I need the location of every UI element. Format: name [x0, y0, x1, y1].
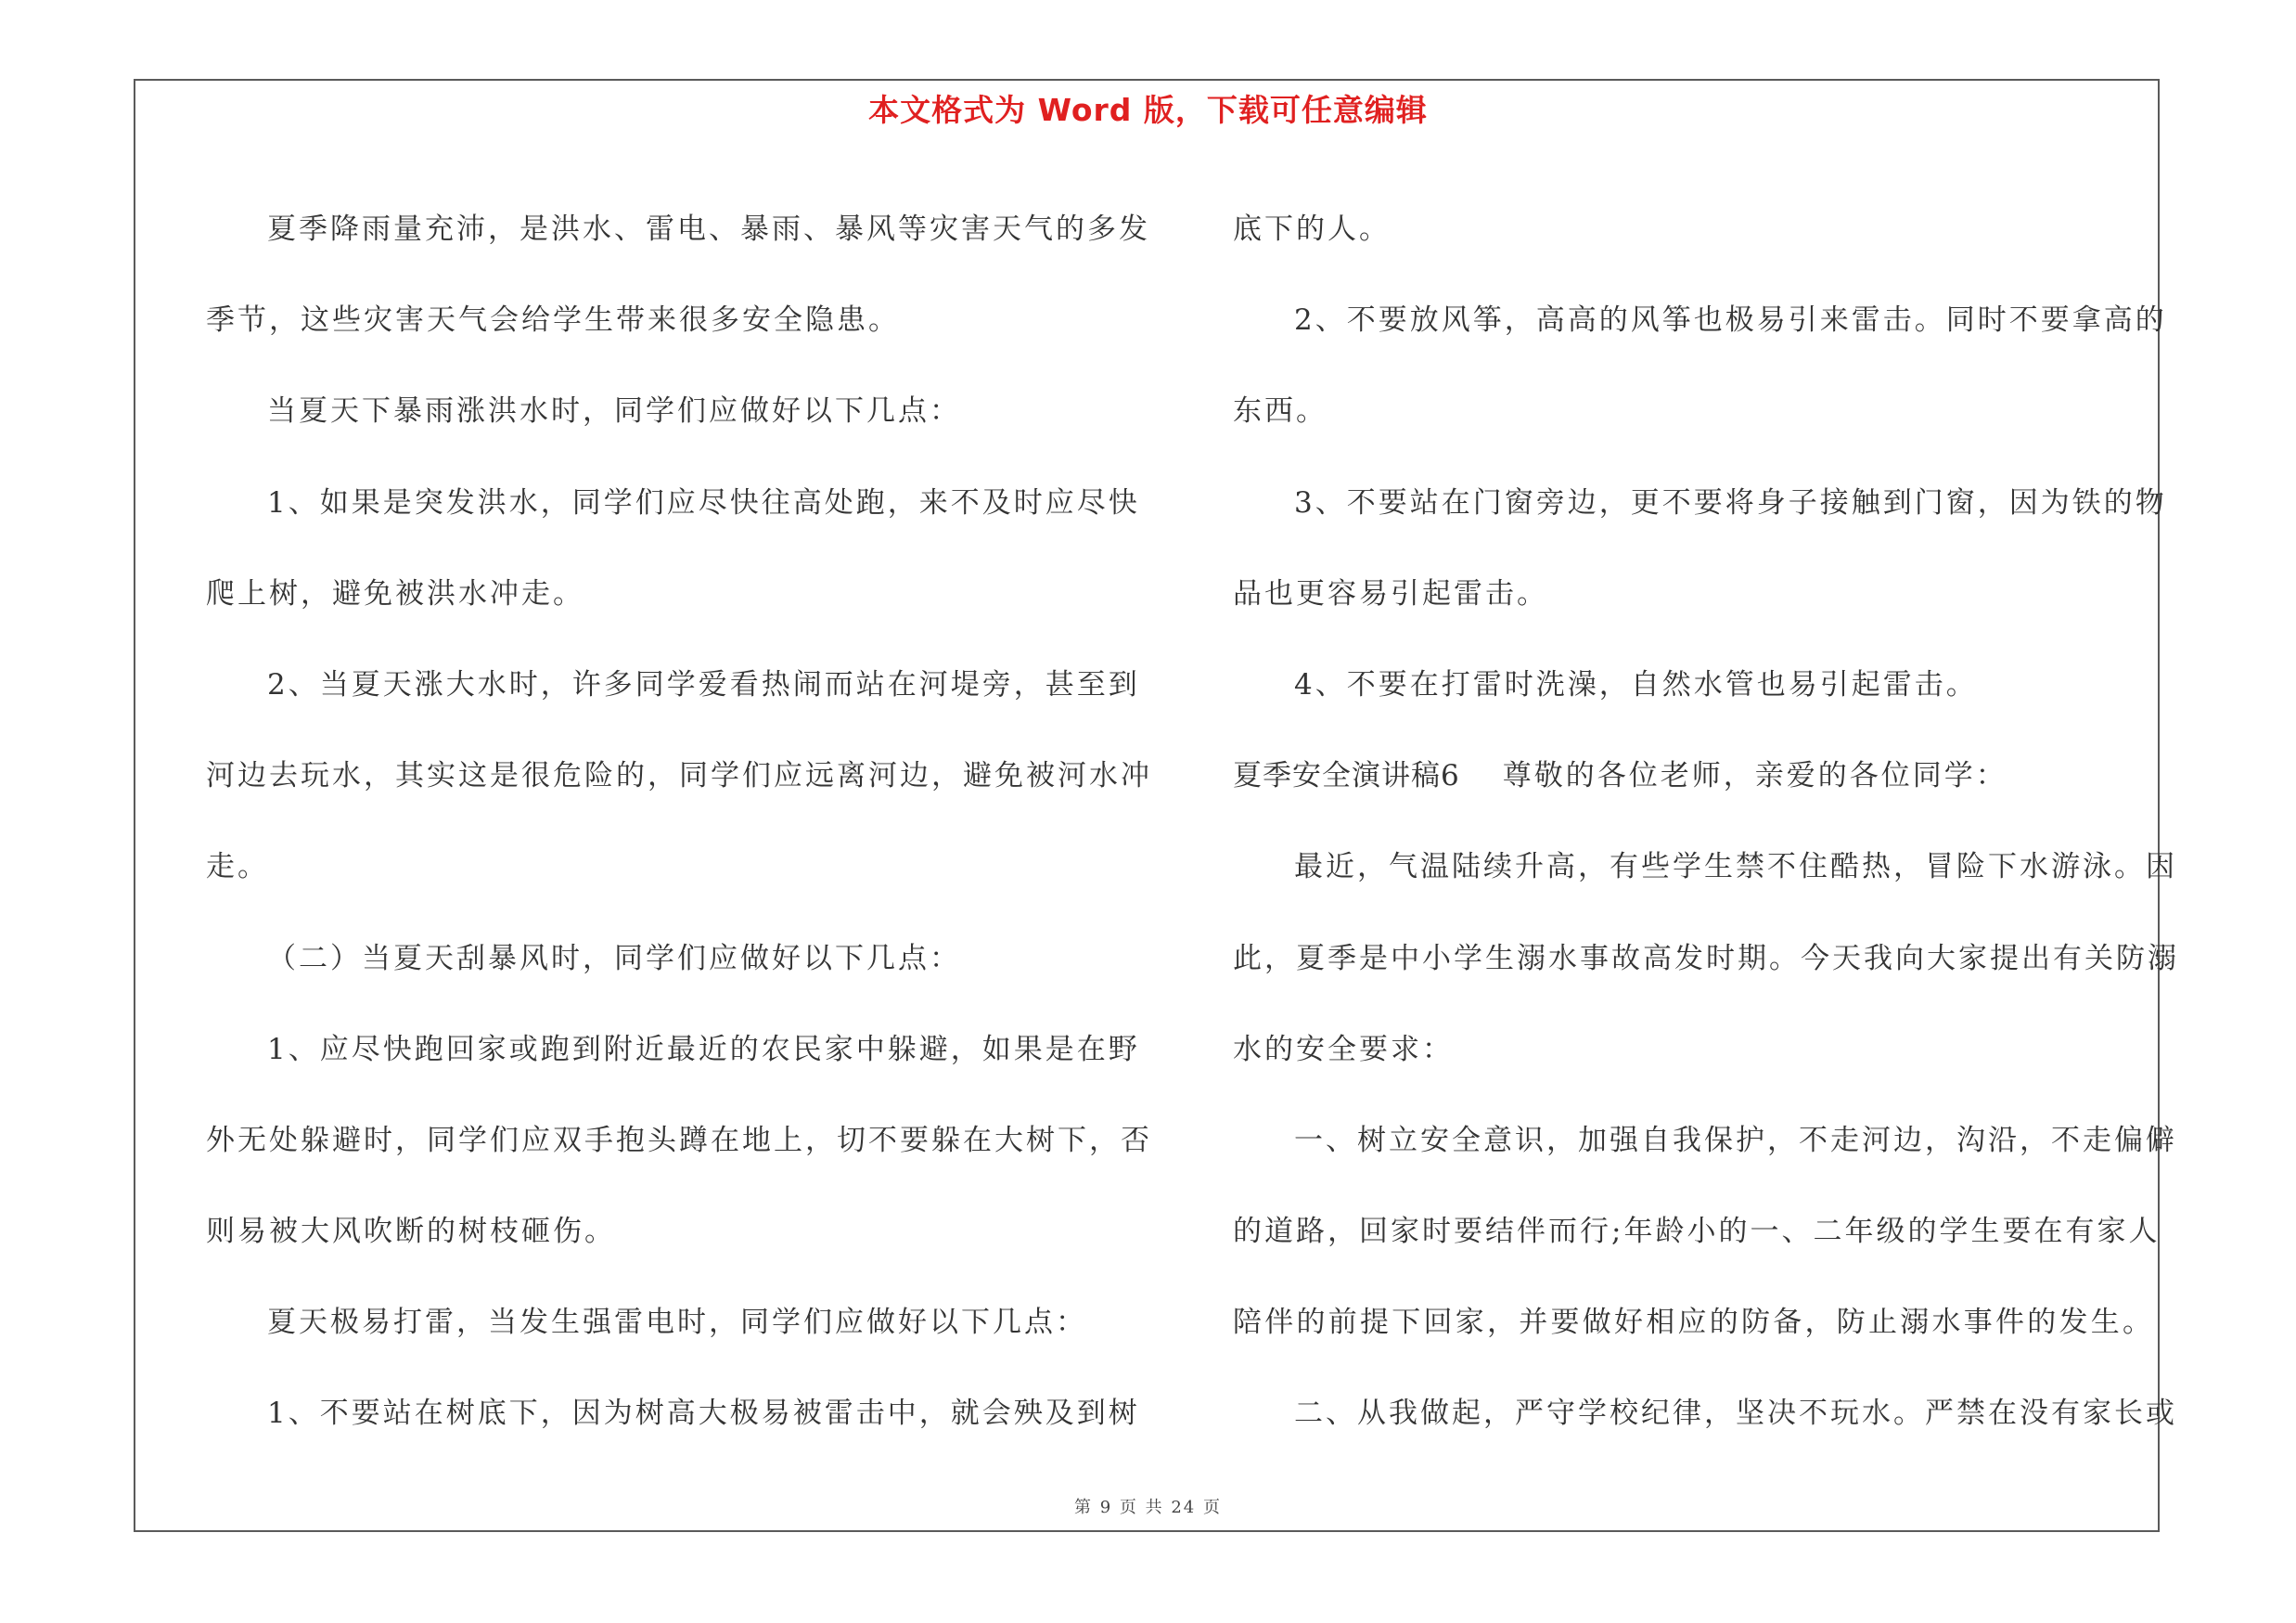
paragraph-line: 东西。	[1233, 394, 1328, 429]
paragraph-line: 2、不要放风筝，高高的风筝也极易引来雷击。同时不要拿高的	[1294, 303, 2167, 338]
speech-title: 夏季安全演讲稿6	[1233, 759, 1460, 793]
paragraph-line: 外无处躲避时，同学们应双手抱头蹲在地上，切不要躲在大树下，否	[206, 1123, 1152, 1157]
right-text-column	[1233, 184, 2179, 1460]
paragraph-line: 陪伴的前提下回家，并要做好相应的防备，防止溺水事件的发生。	[1233, 1306, 2154, 1340]
section-heading-line: （二）当夏天刮暴风时，同学们应做好以下几点：	[267, 941, 961, 975]
paragraph-line: 夏天极易打雷，当发生强雷电时，同学们应做好以下几点：	[267, 1306, 1087, 1340]
paragraph-line: 2、当夏天涨大水时，许多同学爱看热闹而站在河堤旁，甚至到	[267, 667, 1140, 702]
paragraph-line: 季节，这些灾害天气会给学生带来很多安全隐患。	[206, 303, 900, 338]
speech-heading-line	[1233, 730, 2154, 821]
paragraph-line: 1、如果是突发洪水，同学们应尽快往高处跑，来不及时应尽快	[267, 485, 1140, 520]
left-text-column	[206, 184, 1152, 1460]
paragraph-line: 一、树立安全意识，加强自我保护，不走河边，沟沿，不走偏僻	[1294, 1123, 2177, 1157]
paragraph-line: 夏季降雨量充沛，是洪水、雷电、暴雨、暴风等灾害天气的多发	[267, 213, 1150, 246]
paragraph-line: 的道路，回家时要结伴而行;年龄小的一、二年级的学生要在有家人	[1233, 1215, 2161, 1249]
paragraph-line: 爬上树，避免被洪水冲走。	[206, 576, 584, 611]
format-notice-banner: 本文格式为 Word 版，下载可任意编辑	[868, 92, 1428, 128]
page-number-indicator: 第 9 页 共 24 页	[1074, 1498, 1222, 1517]
paragraph-line: 河边去玩水，其实这是很危险的，同学们应远离河边，避免被河水冲	[206, 759, 1152, 793]
paragraph-line: 二、从我做起，严守学校纪律，坚决不玩水。严禁在没有家长或	[1294, 1397, 2177, 1431]
paragraph-line: 水的安全要求：	[1233, 1032, 1454, 1066]
paragraph-line: 底下的人。	[1233, 213, 1391, 246]
paragraph-line: 3、不要站在门窗旁边，更不要将身子接触到门窗，因为铁的物	[1294, 485, 2167, 520]
paragraph-line: 品也更容易引起雷击。	[1233, 576, 1548, 611]
paragraph-line: 1、不要站在树底下，因为树高大极易被雷击中，就会殃及到树	[267, 1397, 1140, 1431]
paragraph-line: 4、不要在打雷时洗澡，自然水管也易引起雷击。	[1294, 667, 1978, 702]
paragraph-line: 最近，气温陆续升高，有些学生禁不住酷热，冒险下水游泳。因	[1294, 850, 2177, 884]
paragraph-line: 则易被大风吹断的树枝砸伤。	[206, 1215, 616, 1249]
paragraph-line: 此，夏季是中小学生溺水事故高发时期。今天我向大家提出有关防溺	[1233, 941, 2179, 975]
paragraph-line: 当夏天下暴雨涨洪水时，同学们应做好以下几点：	[267, 394, 961, 429]
salutation: 尊敬的各位老师，亲爱的各位同学：	[1502, 759, 2007, 793]
paragraph-line: 1、应尽快跑回家或跑到附近最近的农民家中躲避，如果是在野	[267, 1032, 1140, 1066]
paragraph-line: 走。	[206, 850, 269, 884]
